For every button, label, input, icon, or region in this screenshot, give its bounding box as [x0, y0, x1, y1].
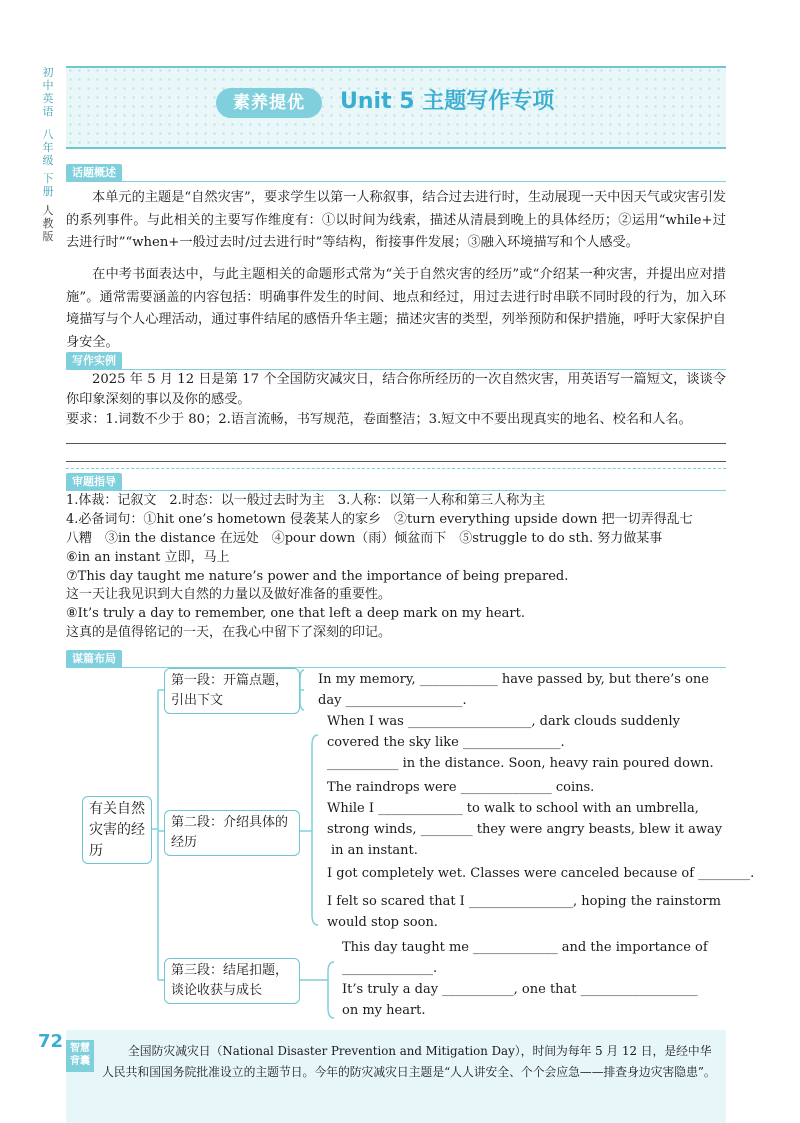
tag-layout: 谋篇布局 [66, 650, 122, 668]
mindmap-para1-label: 第一段：开篇点题，引出下文 [164, 668, 300, 714]
guide-line: 八糟 ③in the distance 在远处 ④pour down（雨）倾盆而下 ⑤struggle to do sth. 努力做某事 [66, 531, 663, 546]
para2-line: I got completely wet. Classes were canceled because of ________. [327, 866, 755, 881]
tag-guide: 审题指导 [66, 473, 122, 491]
guide-line: ⑧It’s truly a day to remember, one that left a deep mark on my heart. [66, 606, 525, 621]
para2-line: would stop soon. [327, 915, 438, 930]
tip-text: 全国防灾减灾日（National Disaster Prevention and Mitigation Day），时间为每年 5 月 12 日，是经中华人民共和国国务院批准设立的主题节日。今年的防灾减灾日主题是“人人讲安全、个个会应急——排查身边灾害隐患”。 [102, 1044, 716, 1079]
para3-line: This day taught me _____________ and the importance of [342, 940, 708, 955]
para1-line: day __________________. [318, 693, 467, 708]
para2-line: The raindrops were ______________ coins. [327, 780, 595, 795]
guide-line: ⑦This day taught me nature’s power and the importance of being prepared. [66, 569, 569, 584]
guide-line: ⑥in an instant 立即，马上 [66, 550, 230, 565]
guide-line: 这一天让我见识到大自然的力量以及做好准备的重要性。 [66, 587, 392, 602]
guide-line: 1.体裁：记叙文 2.时态：以一般过去时为主 3.人称：以第一人称和第三人称为主 [66, 493, 546, 508]
para2-line: in an instant. [331, 843, 418, 858]
page-title: Unit 5 主题写作专项 [340, 89, 555, 114]
para2-line: While I _____________ to walk to school with an umbrella, [327, 801, 699, 816]
mindmap-para2-label: 第二段：介绍具体的经历 [164, 810, 300, 856]
example-prompt-text: 2025 年 5 月 12 日是第 17 个全国防灾减灾日，结合你所经历的一次自然灾害，用英语写一篇短文，谈谈令你印象深刻的事以及你的感受。 [66, 372, 726, 407]
page-number: 72 [38, 1031, 64, 1052]
section-badge: 素养提优 [216, 88, 322, 118]
para3-line: ______________. [342, 961, 438, 976]
para2-line: covered the sky like _______________. [327, 735, 565, 750]
para2-line: I felt so scared that I ________________, hoping the rainstorm [327, 894, 721, 909]
para1-line: In my memory, ____________ have passed by, but there’s one [318, 672, 709, 687]
tip-badge: 智慧背囊 [66, 1040, 94, 1072]
side-label-grade: 八年级 [42, 128, 54, 167]
para2-line: strong winds, ________ they were angry beasts, blew it away [327, 822, 723, 837]
overview-p2-text: 在中考书面表达中，与此主题相关的命题形式常为“关于自然灾害的经历”或“介绍某一种灾害，并提出应对措施”。通常需要涵盖的内容包括：明确事件发生的时间、地点和经过，用过去进行时串联不同时段的行为，加入环境描写与个人心理活动，通过事件结尾的感悟升华主题；描述灾害的类型，列举预防和保护措施，呼吁大家保护自身安全。 [66, 267, 726, 350]
para2-line: When I was ___________________, dark clouds suddenly [327, 714, 680, 729]
tag-overview: 话题概述 [66, 164, 122, 182]
side-label-subject: 初中英语 [42, 66, 54, 118]
mindmap-root: 有关自然灾害的经历 [82, 796, 152, 864]
side-label-volume: 下册 [42, 172, 54, 198]
guide-line: 这真的是值得铭记的一天，在我心中留下了深刻的印记。 [66, 625, 392, 640]
guide-line: 4.必备词句：①hit one’s hometown 侵袭某人的家乡 ②turn everything upside down 把一切弄得乱七 [66, 512, 693, 527]
mindmap-para3-label: 第三段：结尾扣题，谈论收获与成长 [164, 958, 300, 1004]
tag-example: 写作实例 [66, 352, 122, 370]
para2-line: ___________ in the distance. Soon, heavy rain poured down. [327, 756, 714, 771]
overview-p1-text: 本单元的主题是“自然灾害”，要求学生以第一人称叙事，结合过去进行时，生动展现一天中因天气或灾害引发的系列事件。与此相关的主要写作维度有：①以时间为线索，描述从清晨到晚上的具体经历；②运用“while+过去进行时”“when+一般过去时/过去进行时”等结构，衔接事件发展；③融入环境描写和个人感受。 [66, 190, 726, 250]
side-label-edition: 人教版 [42, 204, 54, 243]
para3-line: It’s truly a day ___________, one that __________________ [342, 982, 698, 997]
example-requirements: 要求：1.词数不少于 80；2.语言流畅，书写规范，卷面整洁；3.短文中不要出现真实的地名、校名和人名。 [66, 412, 692, 427]
para3-line: on my heart. [342, 1003, 426, 1018]
